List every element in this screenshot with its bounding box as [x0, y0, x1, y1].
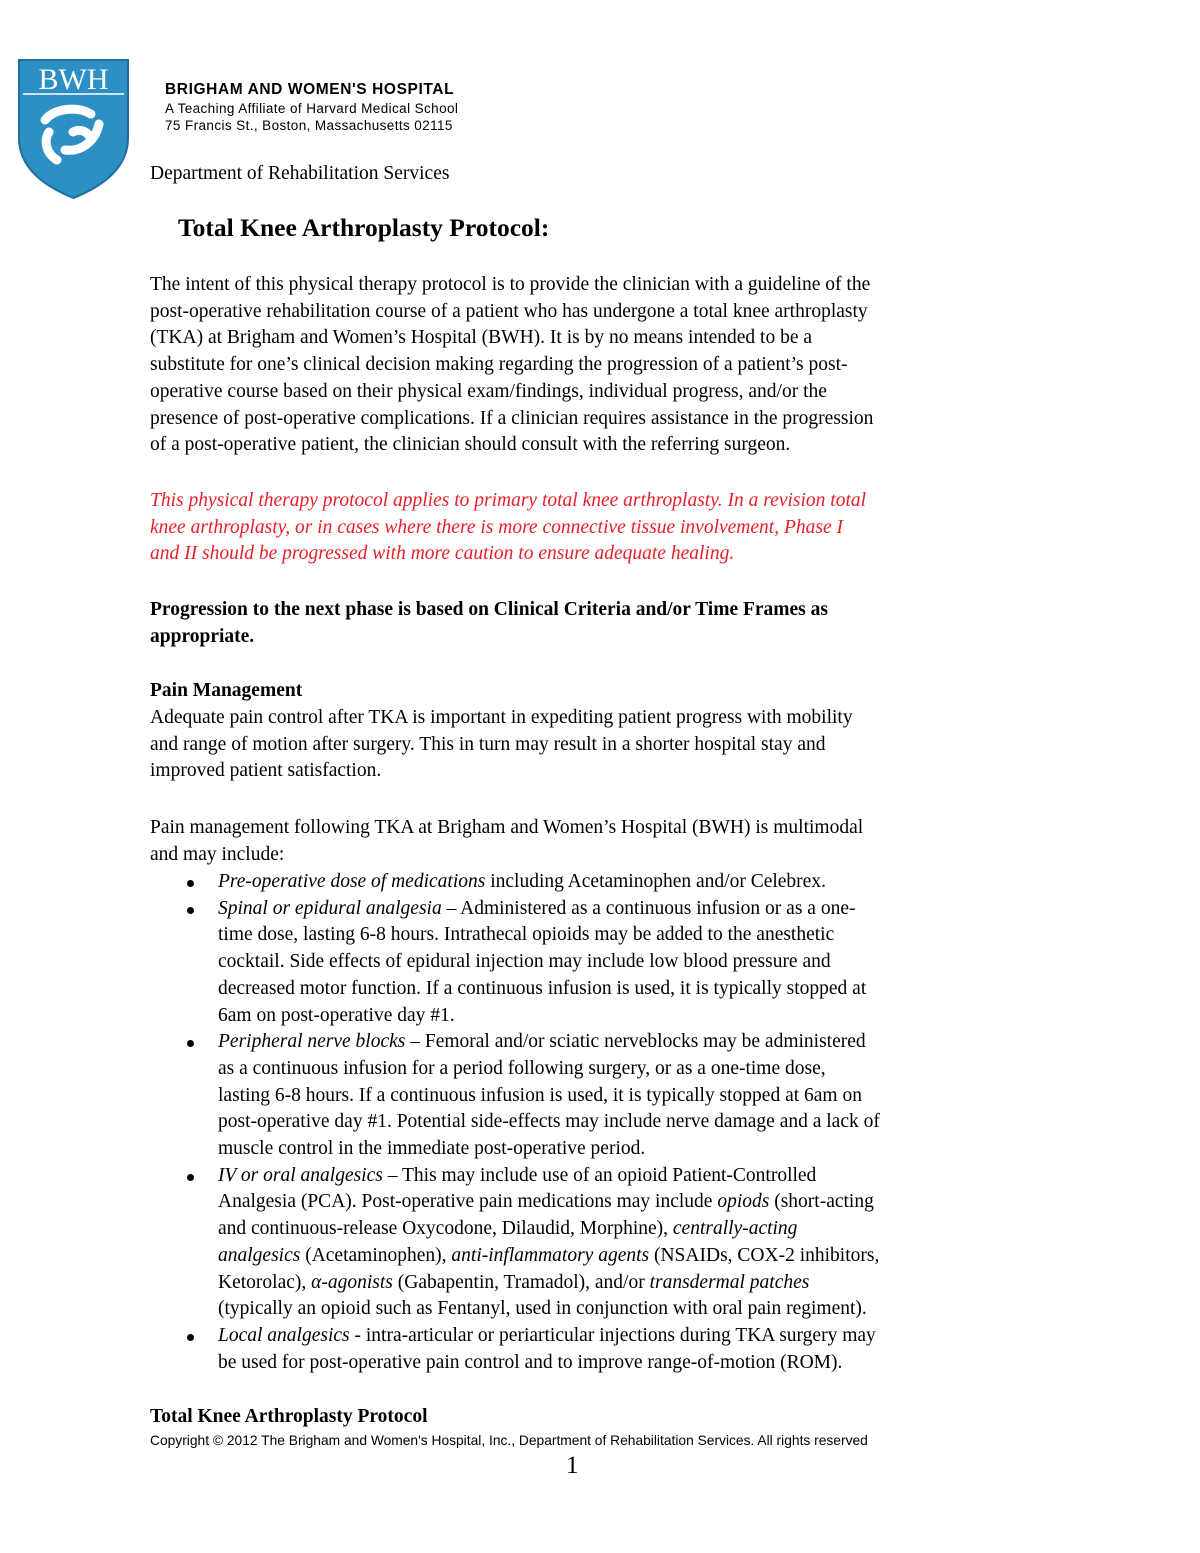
department-name: Department of Rehabilitation Services [150, 163, 450, 184]
list-item-line [218, 896, 1030, 923]
text-run: muscle control in the immediate post-operative period. [218, 1138, 646, 1160]
list-item-line [218, 1216, 1030, 1243]
hospital-address: 75 Francis St., Boston, Massachusetts 02115 [165, 118, 453, 133]
hospital-affiliation: A Teaching Affiliate of Harvard Medical School [165, 101, 459, 116]
page-title: Total Knee Arthroplasty Protocol: [178, 213, 550, 242]
caution-line: and II should be progressed with more caution to ensure adequate healing. [150, 543, 735, 565]
hospital-name: BRIGHAM AND WOMEN'S HOSPITAL [165, 81, 455, 98]
italic-term: opiods [717, 1191, 770, 1213]
italic-term: centrally-acting [672, 1218, 798, 1240]
progression-line: appropriate. [150, 625, 255, 647]
intent-paragraph [150, 272, 1030, 459]
italic-term: Pre-operative dose of medications [218, 871, 486, 892]
text-run: post-operative day #1. Potential side-effects may include nerve damage and a lack of [218, 1111, 880, 1133]
list-item [150, 1029, 1030, 1163]
list-item-line [218, 1029, 1030, 1056]
page-number: 1 [566, 1452, 579, 1479]
copyright-notice: Copyright © 2012 The Brigham and Women's Hospital, Inc., Department of Rehabilitation Services. All rights reserved [150, 1433, 868, 1448]
italic-term: Peripheral nerve blocks [218, 1031, 406, 1053]
bullet-icon [187, 1040, 194, 1047]
intent-line: operative course based on their physical exam/findings, individual progress, and/or the [150, 380, 827, 402]
list-item [150, 896, 1030, 1030]
text-run: – Femoral and/or sciatic nerveblocks may be administered [405, 1031, 866, 1053]
italic-term: IV or oral analgesics [218, 1164, 383, 1186]
text-run: 6am on post-operative day #1. [218, 1004, 455, 1026]
pain-management-list [150, 869, 1030, 1376]
list-item-line [218, 869, 1030, 896]
list-item-line [218, 976, 1030, 1003]
text-run: as a continuous infusion for a period following surgery, or as a one-time dose, [218, 1057, 826, 1079]
pain-intro-paragraph [150, 705, 1030, 785]
pain-mgmt-line: Pain management following TKA at Brigham and Women’s Hospital (BWH) is multimodal [150, 817, 864, 838]
list-item-line [218, 1136, 1030, 1163]
list-item-line [218, 949, 1030, 976]
text-run: (Gabapentin, Tramadol), and/or [392, 1271, 650, 1293]
italic-term: Spinal or epidural analgesia [218, 897, 442, 919]
intent-line: presence of post-operative complications. If a clinician requires assistance in the progression [150, 407, 874, 429]
list-item-line [218, 1003, 1030, 1030]
list-item [150, 1163, 1030, 1323]
list-item-line [218, 1296, 1030, 1323]
hospital-header [165, 80, 458, 134]
text-run: be used for post-operative pain control and to improve range-of-motion (ROM). [218, 1351, 843, 1373]
caution-line: knee arthroplasty, or in cases where there is more connective tissue involvement, Phase I [150, 516, 843, 538]
text-run: Analgesia (PCA). Post-operative pain medications may include [218, 1191, 718, 1213]
list-item-line [218, 1109, 1030, 1136]
progression-note [150, 597, 1030, 650]
list-item-line [218, 1163, 1030, 1190]
list-item-line [218, 1243, 1030, 1270]
text-run: and continuous-release Oxycodone, Dilaudid, Morphine), [218, 1218, 673, 1240]
text-run: (Acetaminophen), [300, 1244, 452, 1266]
text-run: (typically an opioid such as Fentanyl, used in conjunction with oral pain regiment). [218, 1298, 867, 1320]
italic-term: analgesics [218, 1244, 301, 1266]
footer-title: Total Knee Arthroplasty Protocol [150, 1406, 428, 1427]
pain-mgmt-line: and may include: [150, 843, 285, 865]
caution-line: This physical therapy protocol applies to primary total knee arthroplasty. In a revision total [150, 490, 867, 511]
text-run: - intra-articular or periarticular injections during TKA surgery may [349, 1324, 876, 1346]
text-run: Ketorolac), [218, 1271, 312, 1293]
pain-intro-line: Adequate pain control after TKA is important in expediting patient progress with mobility [150, 707, 853, 728]
italic-term: anti-inflammatory agents [451, 1244, 650, 1266]
pain-management-heading: Pain Management [150, 680, 303, 701]
text-run: (NSAIDs, COX-2 inhibitors, [649, 1244, 880, 1266]
intent-line: substitute for one’s clinical decision making regarding the progression of a patient’s post- [150, 354, 848, 376]
bullet-icon [187, 880, 194, 887]
text-run: – Administered as a continuous infusion or as a one- [441, 897, 856, 919]
progression-line: Progression to the next phase is based on Clinical Criteria and/or Time Frames as [150, 599, 828, 620]
list-item-line [218, 1323, 1030, 1350]
pain-intro-line: and range of motion after surgery. This in turn may result in a shorter hospital stay and [150, 733, 826, 755]
list-item-line [218, 1083, 1030, 1110]
shield-icon [17, 58, 130, 200]
list-item-line [218, 922, 1030, 949]
list-item [150, 869, 1030, 896]
intent-line: The intent of this physical therapy protocol is to provide the clinician with a guideline of the [150, 274, 871, 295]
pain-management-paragraph [150, 815, 1030, 868]
italic-term: transdermal patches [649, 1271, 810, 1293]
bwh-logo [17, 58, 130, 200]
text-run: including Acetaminophen and/or Celebrex. [485, 871, 826, 892]
list-item-line [218, 1270, 1030, 1297]
text-run: (short-acting [769, 1191, 874, 1213]
list-item [150, 1323, 1030, 1376]
text-run: lasting 6-8 hours. If a continuous infusion is used, it is typically stopped at 6am on [218, 1084, 862, 1106]
logo-text: BWH [38, 63, 109, 96]
bullet-icon [187, 907, 194, 914]
text-run: – This may include use of an opioid Patient-Controlled [382, 1164, 817, 1186]
list-item-line [218, 1056, 1030, 1083]
list-item-line [218, 1350, 1030, 1377]
intent-line: of a post-operative patient, the clinician should consult with the referring surgeon. [150, 434, 791, 456]
list-item-line [218, 1189, 1030, 1216]
caution-paragraph [150, 488, 1030, 568]
text-run: time dose, lasting 6-8 hours. Intrathecal opioids may be added to the anesthetic [218, 924, 835, 946]
italic-term: α-agonists [311, 1271, 393, 1293]
intent-line: post-operative rehabilitation course of a patient who has undergone a total knee arthroplasty [150, 300, 868, 322]
bullet-icon [187, 1174, 194, 1181]
pain-intro-line: improved patient satisfaction. [150, 760, 382, 782]
intent-line: (TKA) at Brigham and Women’s Hospital (BWH). It is by no means intended to be a [150, 327, 813, 349]
text-run: cocktail. Side effects of epidural injection may include low blood pressure and [218, 951, 831, 973]
text-run: decreased motor function. If a continuous infusion is used, it is typically stopped at [218, 977, 867, 999]
italic-term: Local analgesics [218, 1324, 350, 1346]
bullet-icon [187, 1334, 194, 1341]
